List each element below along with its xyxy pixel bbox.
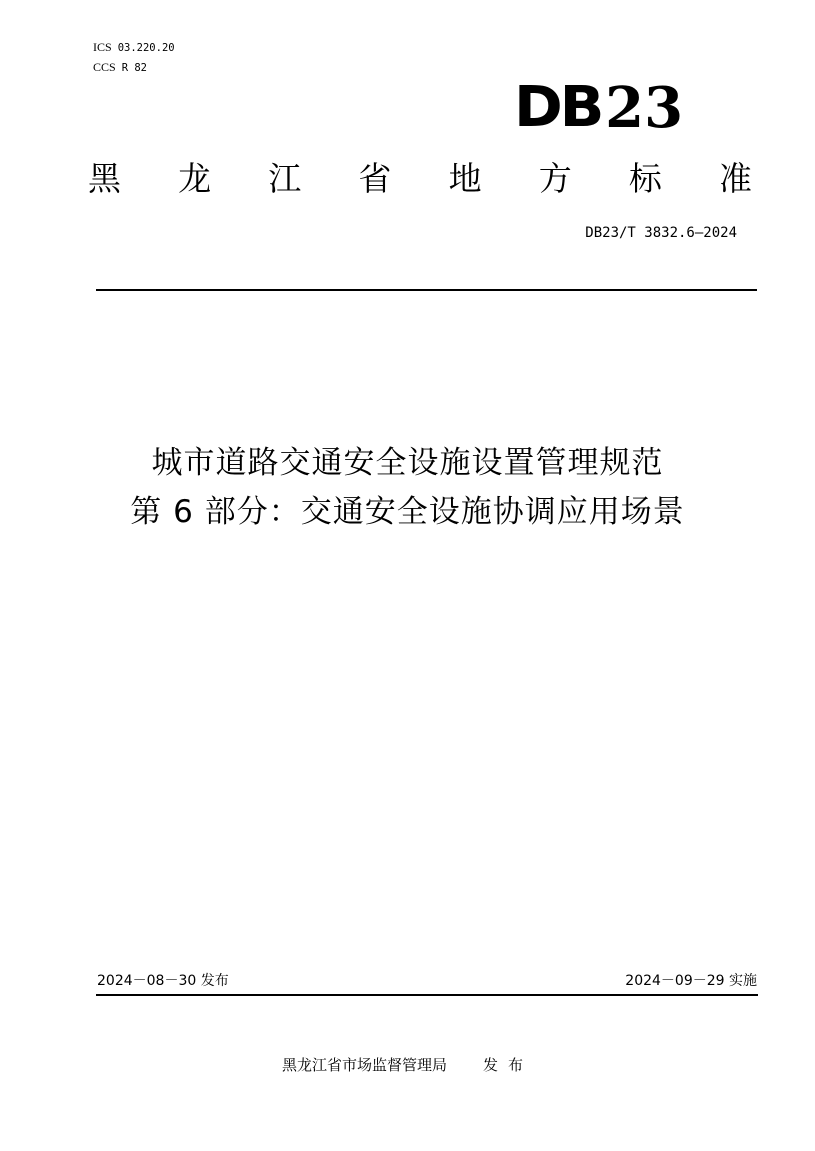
db23-logo [514, 75, 684, 141]
standard-type-char: 江 [268, 159, 302, 198]
ccs-label: CCS [93, 60, 116, 74]
standard-type-char: 准 [718, 159, 752, 198]
publisher-action: 发布 [483, 1056, 534, 1074]
publisher [0, 1055, 815, 1075]
footer-divider [96, 994, 758, 996]
implement-date: 2024－09－29 实施 [625, 973, 757, 989]
standard-type-char: 龙 [178, 159, 212, 198]
standard-type-char: 地 [448, 159, 482, 198]
publisher-name: 黑龙江省市场监督管理局 [281, 1056, 447, 1074]
logo-number: 23 [605, 75, 684, 141]
ics-value: 03.220.20 [117, 42, 175, 54]
standard-type-heading [88, 158, 752, 200]
standard-type-char: 方 [538, 159, 572, 198]
standard-type-char: 省 [358, 159, 392, 198]
ccs-value: R 82 [121, 62, 147, 74]
header-divider [96, 289, 757, 291]
document-subtitle: 第 6 部分：交通安全设施协调应用场景 [130, 494, 685, 530]
standard-type-char: 标 [628, 159, 662, 198]
document-title: 城市道路交通安全设施设置管理规范 [151, 445, 664, 481]
standard-type-char: 黑 [88, 159, 121, 198]
ics-code [93, 41, 175, 55]
ics-label: ICS [93, 40, 112, 54]
ccs-code [93, 61, 147, 75]
publish-date: 2024－08－30 发布 [97, 973, 229, 989]
standard-number: DB23/T 3832.6—2024 [585, 225, 737, 241]
logo-letters: DB [514, 75, 602, 140]
